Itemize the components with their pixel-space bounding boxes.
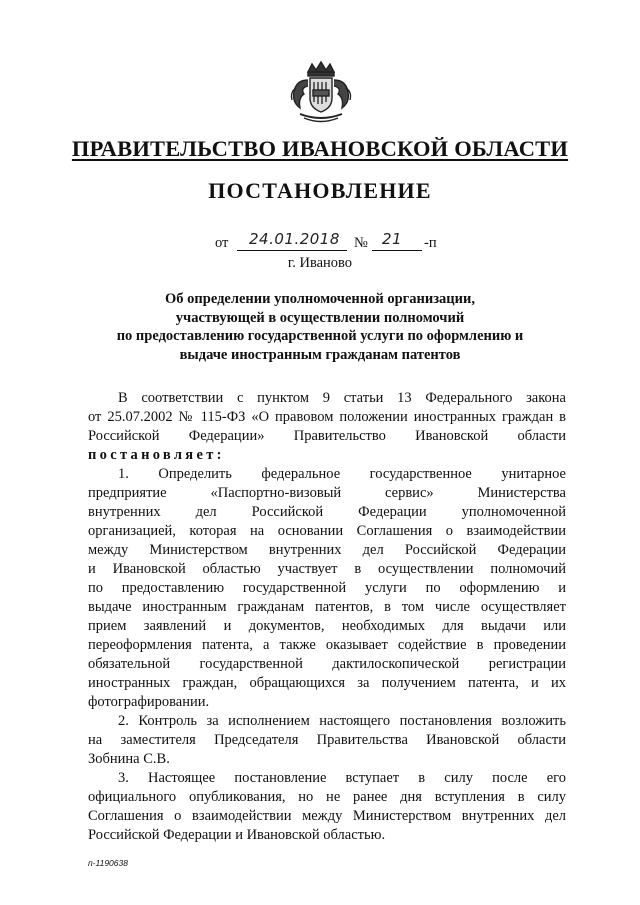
- subject-line: участвующей в осуществлении полномочий: [175, 309, 465, 326]
- decrees-word: [88, 446, 566, 465]
- preamble-line: от 25.07.2002 № 115-ФЗ «О правовом положении иностранных граждан в: [88, 409, 566, 425]
- paragraph-1-line: обязательной государственной дактилоскопической регистрации: [88, 656, 566, 672]
- paragraph-3-line: Соглашения о взаимодействии между Министерством внутренних дел: [88, 808, 566, 824]
- paragraph-1-line: выдаче иностранным гражданам патентов, в том числе осуществляет: [88, 599, 566, 615]
- paragraph-2-line: Зобнина С.В.: [88, 751, 170, 767]
- subject-line: Об определении уполномоченной организации,: [165, 291, 475, 307]
- paragraph-1-line: и Ивановской областью участвует в осуществлении полномочий: [88, 561, 566, 577]
- paragraph-1-line: иностранных граждан, обращающихся за получением патента, и их: [88, 675, 566, 691]
- subject-line: выдаче иностранным гражданам патентов: [179, 346, 461, 363]
- paragraph-1-line: организацией, которая на основании Соглашения о взаимодействии: [88, 523, 566, 539]
- city: г. Иваново: [287, 255, 353, 271]
- subject-line: по предоставлению государственной услуги по оформлению и: [116, 328, 524, 344]
- paragraph-3-line: официального опубликования, но не ранее дня вступления в силу: [88, 789, 566, 805]
- date-prefix: от: [215, 235, 229, 251]
- document-subject: [90, 290, 550, 364]
- number-sign: №: [354, 235, 368, 251]
- paragraph-1-line: 1. Определить федеральное государственное унитарное: [118, 466, 566, 482]
- paragraph-1-line: по предоставлению государственной услуги по оформлению и: [88, 580, 566, 596]
- paragraph-1-line: прием заявлений и документов, необходимых для выдачи или: [88, 618, 566, 634]
- paragraph-1-line: переоформления патента, а также оказывает содействие в проведении: [88, 637, 566, 653]
- paragraph-3-line: Российской Федерации и Ивановской областью.: [88, 827, 386, 843]
- number-suffix: -п: [424, 235, 437, 251]
- coat-of-arms-icon: [286, 58, 356, 128]
- paragraph-2-line: на заместителя Председателя Правительства Ивановской области: [88, 732, 566, 748]
- date-number-line: [215, 231, 455, 253]
- footer-code: п-1190638: [88, 858, 128, 868]
- paragraph-1-line: фотографировании.: [88, 694, 210, 710]
- document-number: 21: [382, 230, 403, 248]
- paragraph-3-line: 3. Настоящее постановление вступает в силу после его: [118, 770, 566, 786]
- preamble-line: Российской Федерации» Правительство Ивановской области: [88, 428, 566, 444]
- decrees-text: постановляет:: [88, 447, 225, 463]
- document-type: ПОСТАНОВЛЕНИЕ: [208, 178, 432, 203]
- preamble-line: В соответствии с пунктом 9 статьи 13 Федерального закона: [118, 390, 566, 406]
- government-title: ПРАВИТЕЛЬСТВО ИВАНОВСКОЙ ОБЛАСТИ: [71, 136, 569, 161]
- paragraph-1-line: предприятие «Паспортно-визовый сервис» Министерства: [88, 485, 566, 501]
- paragraph-1-line: внутренних дел Российской Федерации уполномоченной: [88, 504, 566, 520]
- document-date: 24.01.2018: [249, 230, 340, 248]
- paragraph-2-line: 2. Контроль за исполнением настоящего постановления возложить: [118, 713, 566, 729]
- paragraph-1-line: между Министерством внутренних дел Российской Федерации: [88, 542, 566, 558]
